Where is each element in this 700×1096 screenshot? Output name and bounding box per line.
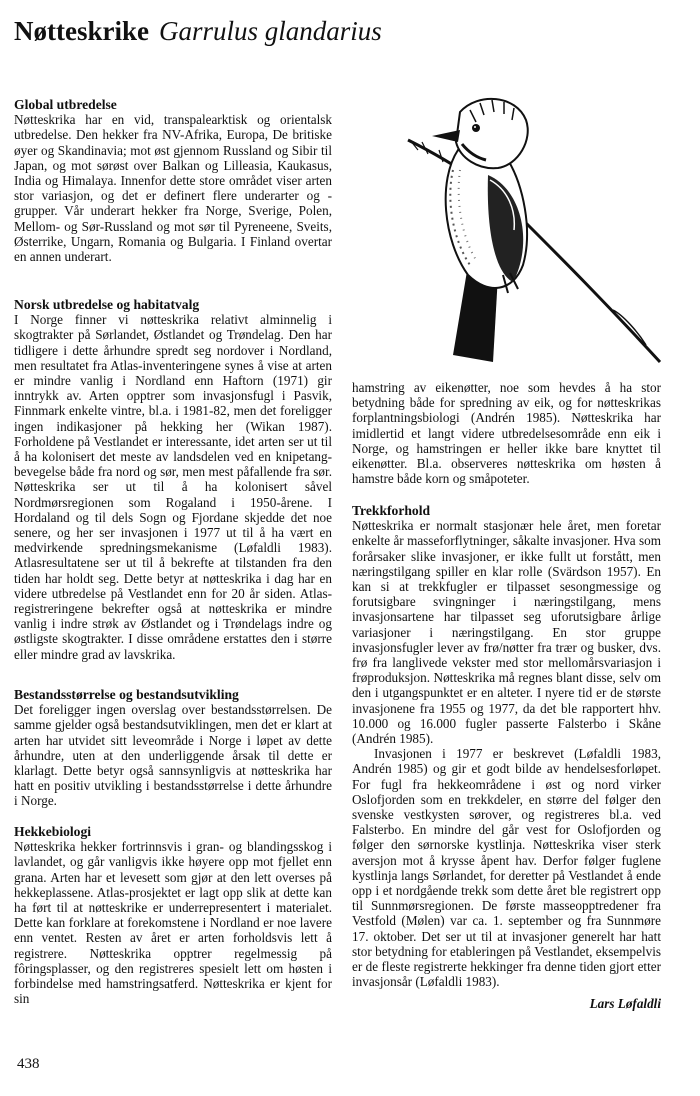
jay-illustration [398,70,668,370]
section-continued-text [352,380,661,486]
section-text: hamstring av eikenøtter, noe som hevdes å ha stor betydning både for spredning av eik, og for nøtteskrikas forplantningsbiologi (Andrén 1985). Nøtteskrika har imidlertid et langt videre utbredelsesområde enn eik i Norge, og hamstringen er heller ikke bare knyttet til eikenøtter. Bl.a. observeres nøtteskrika om høsten å hamstre både korn og småpoteter. [352,380,661,487]
section-breeding-biology [14,824,332,1006]
author-signature: Lars Løfaldli [589,996,661,1011]
section-text: Nøtteskrika hekker fortrinnsvis i gran- og blandingsskog i lavlandet, og går vanligvis ikke høyere opp mot fjellet enn grana. Arten har et levesett som gjør at den lett overses på hekkeplassene. Atlas-prosjektet er lagt opp slik at dette kan ha ført til at nøtteskrike er underrepresentert i materialet. Dette kan forklare at forekomstene i Nordland er noe lavere enn ventet. Resten av året er arten forholdsvis lett å registrere. Nøtteskrika opptrer regelmessig på fôringsplasser, og den registreres spesielt lett om høsten i forbindelse med hamstringsatferd. Nøtteskrika er kjent for sin [14,839,332,1007]
species-latin-name: Garrulus glandarius [158,16,382,46]
section-heading: Global utbredelse [14,97,117,112]
page-title [14,14,684,48]
section-migration [352,503,661,990]
section-norwegian-distribution [14,297,332,662]
section-heading: Hekkebiologi [14,824,92,839]
section-text: Nøtteskrika har en vid, transpalearktisk og orientalsk utbredelse. Den hekker fra NV-Afrika, Europa, De britiske øyer og Skandinavia; mot øst gjennom Russland og Sibir til Japan, og mot sørøst over Balkan og Lilleasia, Kaukasus, India og Himalaya. Innenfor dette store området viser arten stor variasjon, og det er definert flere underarter og -grupper. Vår underart hekker fra Norge, Sverige, Polen, Mellom- og Sør-Russland og mot sør til Pyreneene, Sveits, Østerrike, Ungarn, Romania og Bulgaria. I Finland overtar en annen underart. [14,112,332,265]
section-text: Det foreligger ingen overslag over bestandsstørrelsen. De samme gjelder også bestandsutviklingen, men det er klart at arten har utvidet sitt leveområde i Norge i løpet av dette århundre, uten at den underliggende årsak til dette er klarlagt. Dette betyr også sannsynligvis at nøtteskrika har hatt en positiv utvikling i bestandsstørrelse i dette århundre i Norge. [14,702,332,809]
page-number: 438 [17,1056,40,1072]
section-population [14,687,332,809]
section-text: Nøtteskrika er normalt stasjonær hele året, men foretar enkelte år masseforflytninger, såkalte invasjoner. Hva som forårsaker slike invasjoner, er ikke fullt ut forstått, men næringstilgang spiller en klar rolle (Svärdson 1957). En kan si at trekkfugler er tilpasset sesongmessige og forutsigbare svingninger i næringstilgang, mens invasjonsartene har tilpasset seg uforutsigbare årlige variasjoner i næringstilgang. En stor gruppe invasjonsfugler lever av frø/nøtter fra trær og busker, dvs. frø fra langlivede vekster med stor mellomårsvariasjon i frøproduksjon. Nøtteskrika må regnes blant disse, selv om den i utgangspunktet er en alteter. I nyere tid er de største invasjonene fra 1955 og 1977, da det ble rapportert hhv. 10.000 og 16.000 fugler passerte Falsterbo i Skåne (Andrén 1985). [352,518,661,747]
species-common-name: Nøtteskrike [14,16,149,46]
section-global-distribution [14,97,332,264]
section-text-continued: Invasjonen i 1977 er beskrevet (Løfaldli 1983, Andrén 1985) og gir et godt bilde av hendelsesforløpet. For fugl fra hekkeområdene i øst og nord virker Oslofjorden som en trekkdeler, en større del følger den svenske vestkysten sørover, og registreres bl.a. ved Falsterbo. En mindre del går vest for Oslofjorden og følger den sørnorske kystlinja. Nøtteskrika viser sterk aversjon mot å krysse åpent hav. Derfor følger fuglene kystlinja langs Sørlandet, for deretter på Vestlandet å ende opp i et nordgående trekk som dette året ble registrert opp til Sunnmørsregionen. De første masseopptredener fra Vestfold (Mølen) var ca. 1. september og fra Sunnmøre 17. oktober. Det ser ut til at invasjoner generelt har hatt stor betydning for etableringen på Vestlandet, eksempelvis er de fleste registrerte hekkinger fra denne tiden gjort etter invasjonsår (Løfaldli 1983). [352,746,661,990]
section-heading: Norsk utbredelse og habitatvalg [14,297,200,312]
section-heading: Trekkforhold [352,503,431,518]
section-text: I Norge finner vi nøtteskrika relativt alminnelig i skogtrakter på Sørlandet, Østlandet og Trøndelag. Den har tidligere i dette århundre spredt seg nordover i Nordland, men resultatet fra Atlas-inventeringene synes å vise at arten er mindre vanlig i Nordland enn Haftorn (1971) gir inntrykk av. Arten opptrer som invasjonsfugl i Pasvik, Finnmark enkelte vintre, bl.a. i 1981-82, men det foreligger ingen indikasjoner på hekking her (Wikan 1987). Forholdene på Vestlandet er interessante, idet arten ser ut til å ha kolonisert det meste av landsdelen ved en knipetang-bevegelse både fra nord og sør, men mest påfallende fra sør. Nøtteskrika ser ut til å ha kolonisert såvel Nordmørsregionen som Rogaland i 1950-årene. I Hordaland og til dels Sogn og Fjordane skjedde det noe senere, og her ser invasjonen i 1977 ut til å ha vært en medvirkende spredningsmekanisme (Løfaldli 1983). Atlasresultatene ser ut til å bekrefte at tilstanden fra den tiden har holdt seg. Dette betyr at nøtteskrika i dag har en videre utbredelse på Vestlandet enn for 20 år siden. Atlas-registreringene bekrefter også at nøtteskrika er mindre vanlig i indre strøk av Østlandet og i Trøndelags indre og østligste skogtrakter. I disse områdene erstattes den i større eller mindre grad av lavskrika. [14,312,332,662]
section-heading: Bestandsstørrelse og bestandsutvikling [14,687,239,702]
